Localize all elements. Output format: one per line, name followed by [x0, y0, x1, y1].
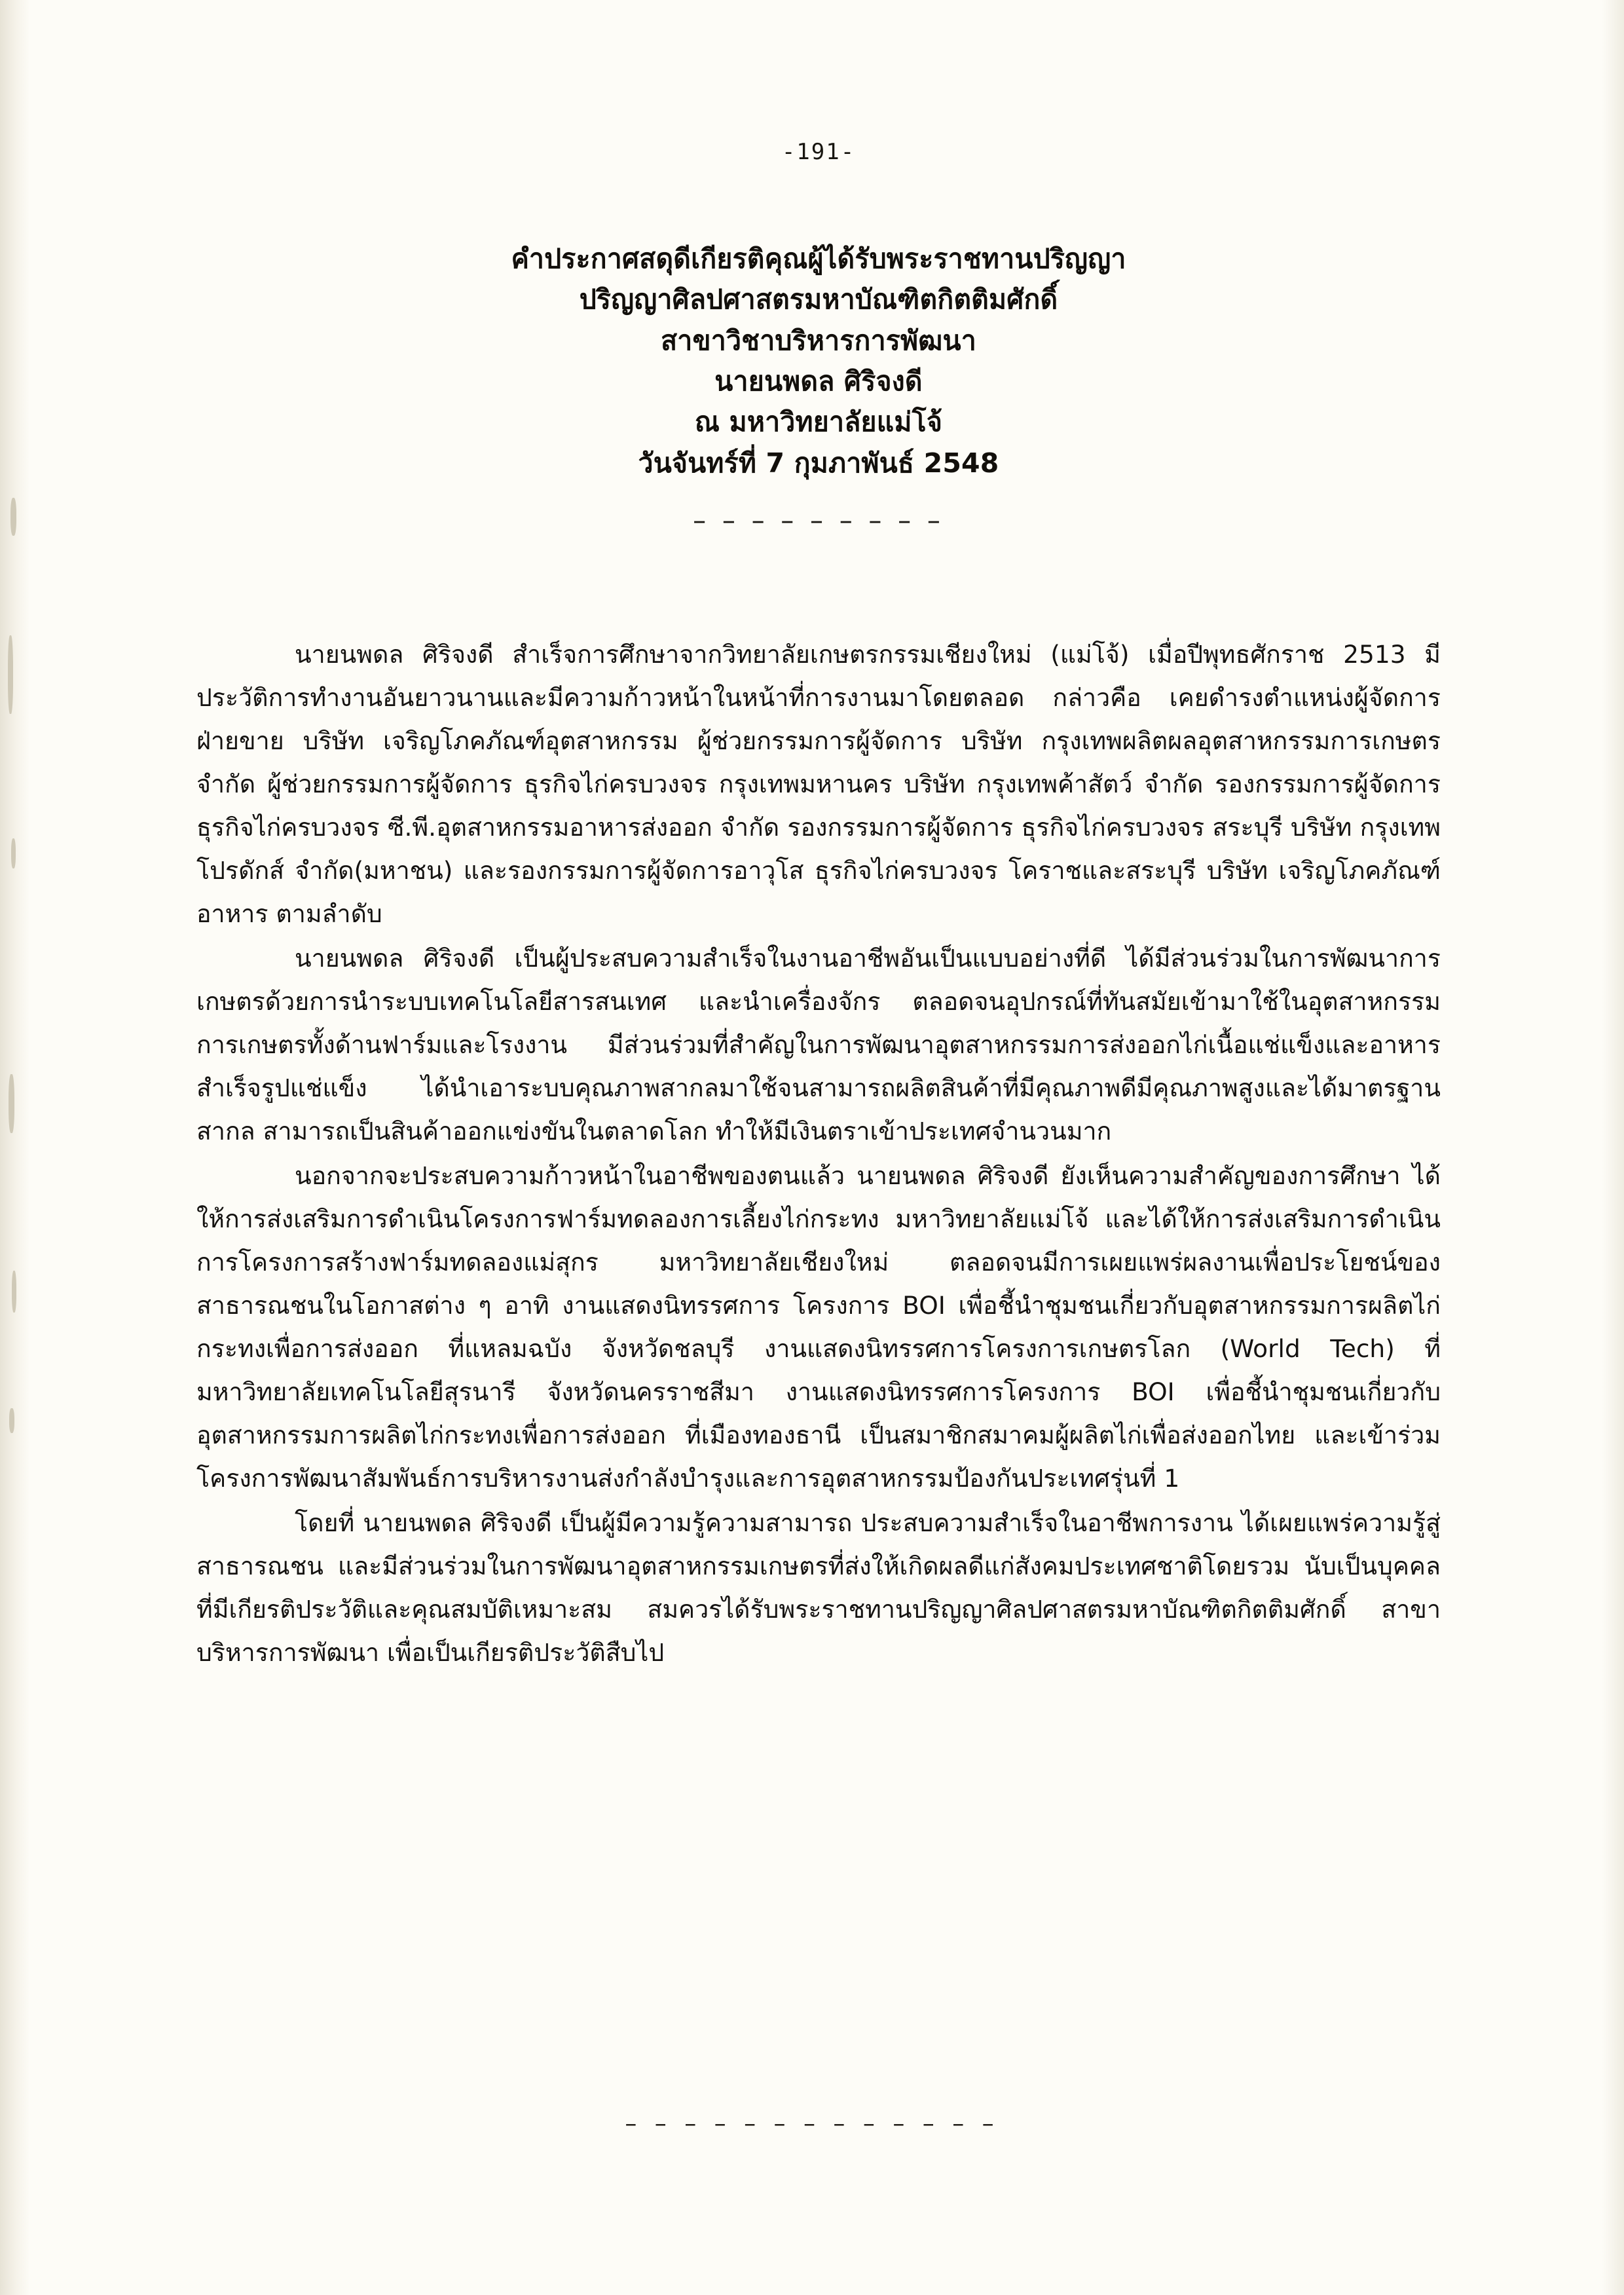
title-line-3: สาขาวิชาบริหารการพัฒนา: [661, 324, 976, 356]
venue-line: ณ มหาวิทยาลัยแม่โจ้: [694, 406, 943, 438]
paragraph-4: โดยที่ นายนพดล ศิริจงดี เป็นผู้มีความรู้ความสามารถ ประสบความสำเร็จในอาชีพการงาน ได้เผยแพร่ความรู้สู่สาธารณชน และมีส่วนร่วมในการพัฒนาอุตสาหกรรมเกษตรที่ส่งให้เกิดผลดีแก่สังคมประเทศชาติโดยรวม นับเป็นบุคคลที่มีเกียรติประวัติและคุณสมบัติเหมาะสม สมควรได้รับพระราชทานปริญญาศิลปศาสตรมหาบัณฑิตกิตติมศักดิ์ สาขาบริหารการพัฒนา เพื่อเป็นเกียรติประวัติสืบไป: [196, 1508, 1441, 1667]
title-line-1: คำประกาศสดุดีเกียรติคุณผู้ได้รับพระราชทานปริญญา: [511, 243, 1126, 274]
date-line: วันจันทร์ที่ 7 กุมภาพันธ์ 2548: [638, 447, 999, 479]
page-content: [196, 0, 1441, 2295]
body-text: [196, 633, 1441, 1674]
scan-edge-marks: [7, 498, 24, 1480]
title-line-2: ปริญญาศิลปศาสตรมหาบัณฑิตกิตติมศักดิ์: [579, 284, 1058, 316]
paragraph-3: นอกจากจะประสบความก้าวหน้าในอาชีพของตนแล้ว นายนพดล ศิริจงดี ยังเห็นความสำคัญของการศึกษา ได้ให้การส่งเสริมการดำเนินโครงการฟาร์มทดลองการเลี้ยงไก่กระทง มหาวิทยาลัยแม่โจ้ และได้ให้การส่งเสริมการดำเนินการโครงการสร้างฟาร์มทดลองแม่สุกร มหาวิทยาลัยเชียงใหม่ ตลอดจนมีการเผยแพร่ผลงานเพื่อประโยชน์ของสาธารณชนในโอกาสต่าง ๆ อาทิ งานแสดงนิทรรศการ โครงการ BOI เพื่อชี้นำชุมชนเกี่ยวกับอุตสาหกรรมการผลิตไก่กระทงเพื่อการส่งออก ที่แหลมฉบัง จังหวัดชลบุรี งานแสดงนิทรรศการโครงการเกษตรโลก (World Tech) ที่มหาวิทยาลัยเทคโนโลยีสุรนารี จังหวัดนครราชสีมา งานแสดงนิทรรศการโครงการ BOI เพื่อชี้นำชุมชนเกี่ยวกับอุตสาหกรรมการผลิตไก่กระทงเพื่อการส่งออก ที่เมืองทองธานี เป็นสมาชิกสมาคมผู้ผลิตไก่เพื่อส่งออกไทย และเข้าร่วมโครงการพัฒนาสัมพันธ์การบริหารงานส่งกำลังบำรุงและการอุตสาหกรรมป้องกันประเทศรุ่นที่ 1: [196, 1161, 1441, 1493]
honoree-name: นายนพดล ศิริจงดี: [714, 365, 923, 397]
paragraph-1: นายนพดล ศิริจงดี สำเร็จการศึกษาจากวิทยาลัยเกษตรกรรมเชียงใหม่ (แม่โจ้) เมื่อปีพุทธศักราช 2513 มีประวัติการทำงานอันยาวนานและมีความก้าวหน้าในหน้าที่การงานมาโดยตลอด กล่าวคือ เคยดำรงตำแหน่งผู้จัดการฝ่ายขาย บริษัท เจริญโภคภัณฑ์อุตสาหกรรม ผู้ช่วยกรรมการผู้จัดการ บริษัท กรุงเทพผลิตผลอุตสาหกรรมการเกษตร จำกัด ผู้ช่วยกรรมการผู้จัดการ ธุรกิจไก่ครบวงจร กรุงเทพมหานคร บริษัท กรุงเทพค้าสัตว์ จำกัด รองกรรมการผู้จัดการ ธุรกิจไก่ครบวงจร ซี.พี.อุตสาหกรรมอาหารส่งออก จำกัด รองกรรมการผู้จัดการ ธุรกิจไก่ครบวงจร สระบุรี บริษัท กรุงเทพโปรดักส์ จำกัด(มหาชน) และรองกรรมการผู้จัดการอาวุโส ธุรกิจไก่ครบวงจร โคราชและสระบุรี บริษัท เจริญโภคภัณฑ์อาหาร ตามลำดับ: [196, 639, 1441, 928]
title-block: [196, 238, 1441, 483]
page-number: -191-: [781, 139, 856, 165]
paragraph-2: นายนพดล ศิริจงดี เป็นผู้ประสบความสำเร็จในงานอาชีพอันเป็นแบบอย่างที่ดี ได้มีส่วนร่วมในการพัฒนาการเกษตรด้วยการนำระบบเทคโนโลยีสารสนเทศ และนำเครื่องจักร ตลอดจนอุปกรณ์ที่ทันสมัยเข้ามาใช้ในอุตสาหกรรมการเกษตรทั้งด้านฟาร์มและโรงงาน มีส่วนร่วมที่สำคัญในการพัฒนาอุตสาหกรรมการส่งออกไก่เนื้อแช่แข็งและอาหารสำเร็จรูปแช่แข็ง ได้นำเอาระบบคุณภาพสากลมาใช้จนสามารถผลิตสินค้าที่มีคุณภาพดีมีคุณภาพสูงและได้มาตรฐานสากล สามารถเป็นสินค้าออกแข่งขันในตลาดโลก ทำให้มีเงินตราเข้าประเทศจำนวนมาก: [196, 943, 1441, 1146]
divider-bottom: – – – – – – – – – – – – –: [625, 2110, 999, 2137]
divider-top: – – – – – – – – –: [693, 505, 944, 536]
